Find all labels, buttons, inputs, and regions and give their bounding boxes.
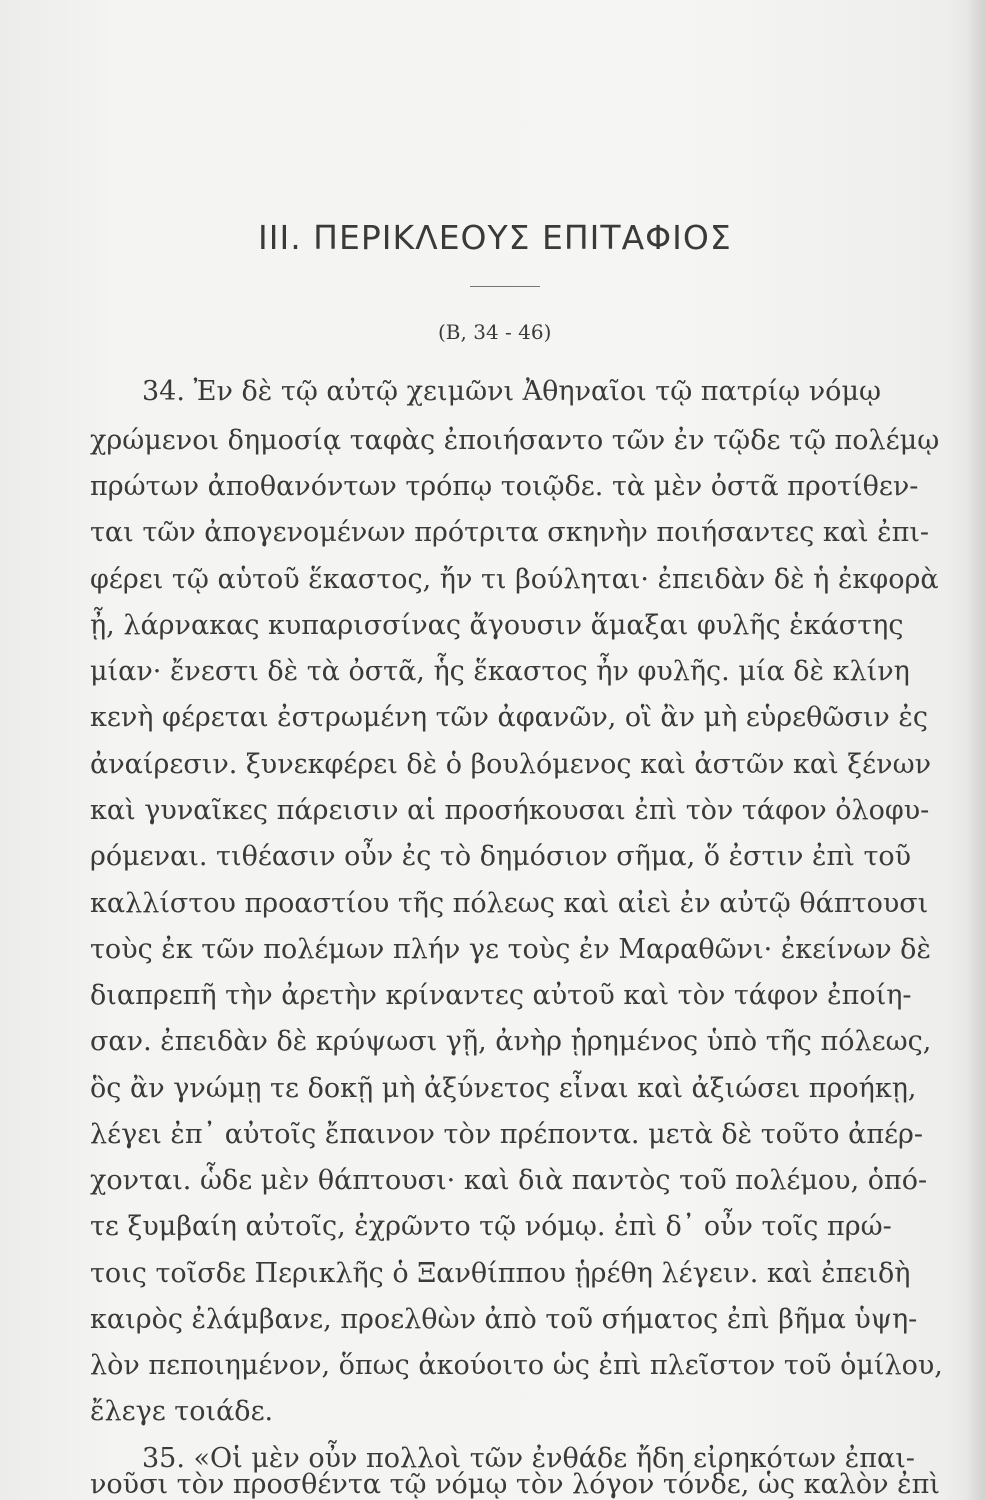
chapter-title: III. ΠΕΡΙΚΛΕΟΥΣ ΕΠΙΤΑΦΙΟΣ xyxy=(258,218,732,257)
text-line-22: λὸν πεποιημένον, ὅπως ἀκούοιτο ὡς ἐπὶ πλεῖστον τοῦ ὁμίλου, xyxy=(90,1350,943,1381)
text-line-8: κενὴ φέρεται ἐστρωμένη τῶν ἀφανῶν, οἳ ἂν μὴ εὑρεθῶσιν ἐς xyxy=(90,702,929,733)
text-line-9: ἀναίρεσιν. ξυνεκφέρει δὲ ὁ βουλόμενος καὶ ἀστῶν καὶ ξένων xyxy=(90,749,931,780)
text-line-25: νοῦσι τὸν προσθέντα τῷ νόμῳ τὸν λόγον τόνδε, ὡς καλὸν ἐπὶ xyxy=(90,1469,940,1500)
text-line-4: ται τῶν ἀπογενομένων πρότριτα σκηνὴν ποιήσαντες καὶ ἐπι- xyxy=(90,517,930,548)
text-line-21: καιρὸς ἐλάμβανε, προελθὼν ἀπὸ τοῦ σήματος ἐπὶ βῆμα ὑψη- xyxy=(90,1304,918,1335)
text-line-7: μίαν· ἔνεστι δὲ τὰ ὀστᾶ, ἧς ἕκαστος ἦν φυλῆς. μία δὲ κλίνη xyxy=(90,656,910,687)
text-line-24: 35. «Οἱ μὲν οὖν πολλοὶ τῶν ἐνθάδε ἤδη εἰρηκότων ἐπαι- xyxy=(142,1443,915,1474)
text-line-13: τοὺς ἐκ τῶν πολέμων πλήν γε τοὺς ἐν Μαραθῶνι· ἐκείνων δὲ xyxy=(90,934,931,965)
text-line-19: τε ξυμβαίη αὐτοῖς, ἐχρῶντο τῷ νόμῳ. ἐπὶ δ᾽ οὖν τοῖς πρώ- xyxy=(90,1211,892,1242)
text-line-10: καὶ γυναῖκες πάρεισιν αἱ προσήκουσαι ἐπὶ τὸν τάφον ὀλοφυ- xyxy=(90,795,930,826)
page-edge-shadow xyxy=(967,0,985,1500)
text-line-5: φέρει τῷ αὑτοῦ ἕκαστος, ἤν τι βούληται· ἐπειδὰν δὲ ἡ ἐκφορὰ xyxy=(90,564,939,595)
chapter-reference: (Β, 34 - 46) xyxy=(438,320,552,344)
text-line-20: τοις τοῖσδε Περικλῆς ὁ Ξανθίππου ᾑρέθη λέγειν. καὶ ἐπειδὴ xyxy=(90,1258,911,1289)
text-line-6: ᾖ, λάρνακας κυπαρισσίνας ἄγουσιν ἅμαξαι φυλῆς ἑκάστης xyxy=(90,610,904,641)
text-line-17: λέγει ἐπ᾽ αὐτοῖς ἔπαινον τὸν πρέποντα. μετὰ δὲ τοῦτο ἀπέρ- xyxy=(90,1119,924,1150)
title-divider xyxy=(470,286,540,287)
text-line-2: χρώμενοι δημοσίᾳ ταφὰς ἐποιήσαντο τῶν ἐν τῷδε τῷ πολέμῳ xyxy=(90,425,940,456)
text-line-15: σαν. ἐπειδὰν δὲ κρύψωσι γῇ, ἀνὴρ ᾑρημένος ὑπὸ τῆς πόλεως, xyxy=(90,1026,932,1057)
text-line-1: 34. Ἐν δὲ τῷ αὐτῷ χειμῶνι Ἀθηναῖοι τῷ πατρίῳ νόμῳ xyxy=(142,376,882,407)
text-line-18: χονται. ὧδε μὲν θάπτουσι· καὶ διὰ παντὸς τοῦ πολέμου, ὁπό- xyxy=(90,1165,928,1196)
text-line-16: ὃς ἂν γνώμῃ τε δοκῇ μὴ ἀξύνετος εἶναι καὶ ἀξιώσει προήκῃ, xyxy=(90,1073,917,1104)
text-line-3: πρώτων ἀποθανόντων τρόπῳ τοιῷδε. τὰ μὲν ὀστᾶ προτίθεν- xyxy=(90,471,919,502)
text-line-12: καλλίστου προαστίου τῆς πόλεως καὶ αἰεὶ ἐν αὐτῷ θάπτουσι xyxy=(90,888,929,919)
text-line-23: ἔλεγε τοιάδε. xyxy=(90,1396,274,1427)
text-line-11: ρόμεναι. τιθέασιν οὖν ἐς τὸ δημόσιον σῆμα, ὅ ἐστιν ἐπὶ τοῦ xyxy=(90,841,912,872)
text-line-14: διαπρεπῆ τὴν ἀρετὴν κρίναντες αὐτοῦ καὶ τὸν τάφον ἐποίη- xyxy=(90,980,912,1011)
